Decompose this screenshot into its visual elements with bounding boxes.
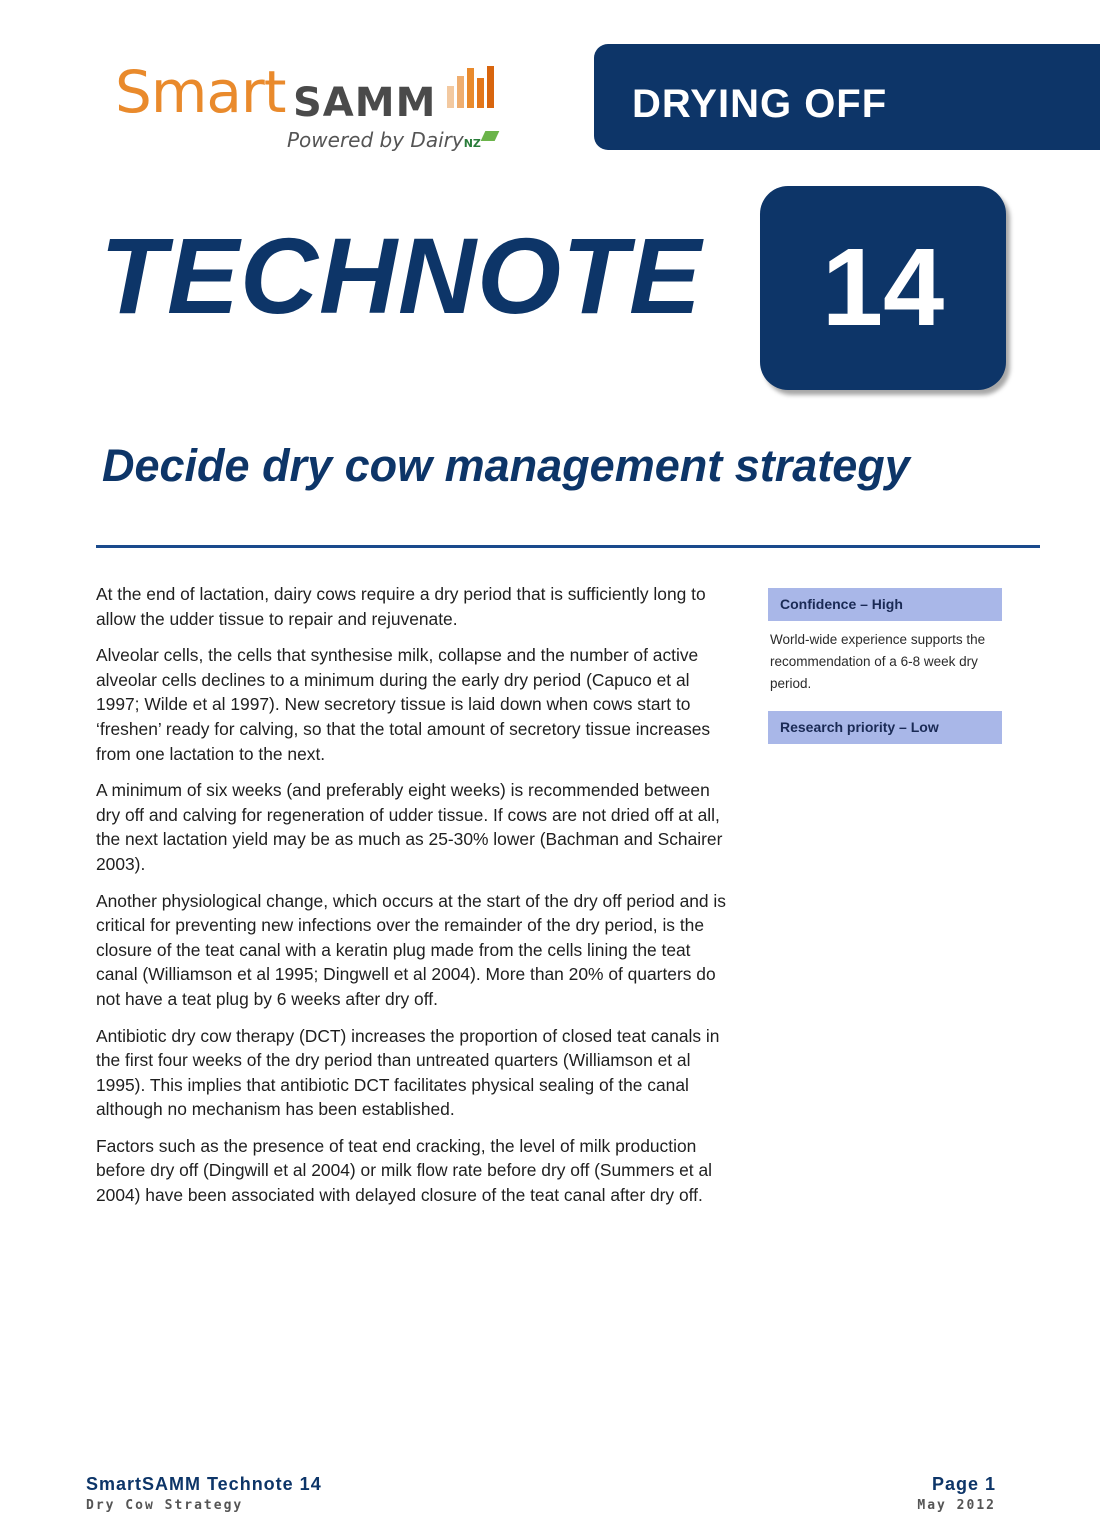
divider-rule (96, 545, 1040, 548)
footer-date: May 2012 (917, 1498, 996, 1513)
body-paragraph: At the end of lactation, dairy cows require a dry period that is sufficiently long to allow the udder tissue to repair and rejuvenate. (96, 584, 706, 629)
footer-title: SmartSAMM Technote 14 (86, 1474, 322, 1494)
page-subtitle: Decide dry cow management strategy (102, 440, 910, 491)
footer-left (86, 1474, 322, 1513)
logo-nz-text: NZ (463, 137, 481, 150)
body-paragraph: Another physiological change, which occurs at the start of the dry off period and is critical for preventing new infections over the remainder of the dry period, is the closure of the teat canal with a keratin plug made from the cells lining the teat canal (Williamson et al 1995; Dingwell et al 2004). More than 20% of quarters do not have a teat plug by 6 weeks after dry off. (96, 890, 726, 1009)
topic-banner: DRYING OFF (594, 44, 1100, 150)
confidence-label: Confidence – High (768, 588, 1002, 621)
footer-subtitle: Dry Cow Strategy (86, 1498, 244, 1513)
confidence-text: World-wide experience supports the recommendation of a 6-8 week dry period. (770, 632, 986, 691)
body-column (96, 582, 736, 1220)
technote-number-badge: 14 (760, 186, 1006, 390)
body-paragraph: Factors such as the presence of teat end cracking, the level of milk production before dry off (Dingwill et al 2004) or milk flow rate before dry off (Summers et al 2004) have been associated with delayed closure of the teat canal after dry off. (96, 1135, 713, 1206)
logo-powered-by: Powered by DairyNZ (287, 128, 497, 152)
research-priority-label: Research priority – Low (768, 711, 1002, 744)
technote-title: TECHNOTE (100, 215, 702, 336)
smartsamm-logo (115, 58, 515, 158)
page-number: Page 1 (931, 1474, 996, 1494)
footer-right (917, 1474, 996, 1513)
body-paragraph: Antibiotic dry cow therapy (DCT) increases the proportion of closed teat canals in the first four weeks of the dry period than untreated quarters (Williamson et al 1995). This implies that antibiotic DCT facilitates physical sealing of the canal although no mechanism has been established. (96, 1025, 720, 1120)
sidebar (768, 588, 1002, 744)
logo-bars-icon (445, 64, 505, 110)
body-paragraph: A minimum of six weeks (and preferably eight weeks) is recommended between dry off and calving for regeneration of udder tissue. If cows are not dried off at all, the next lactation yield may be as much as 25-30% lower (Bachman and Schairer 2003). (96, 780, 723, 874)
logo-leaf-icon (481, 131, 500, 141)
logo-samm-text: SAMM (293, 80, 437, 126)
body-paragraph: Alveolar cells, the cells that synthesise milk, collapse and the number of active alveolar cells declines to a minimum during the early dry period (Capuco et al 1997; Wilde et al 1997). New secretory tissue is laid down when cows start to ‘freshen’ ready for calving, so that the total amount of secretory tissue increases from one lactation to the next. (96, 645, 711, 764)
logo-smart-text: Smart (115, 58, 286, 126)
